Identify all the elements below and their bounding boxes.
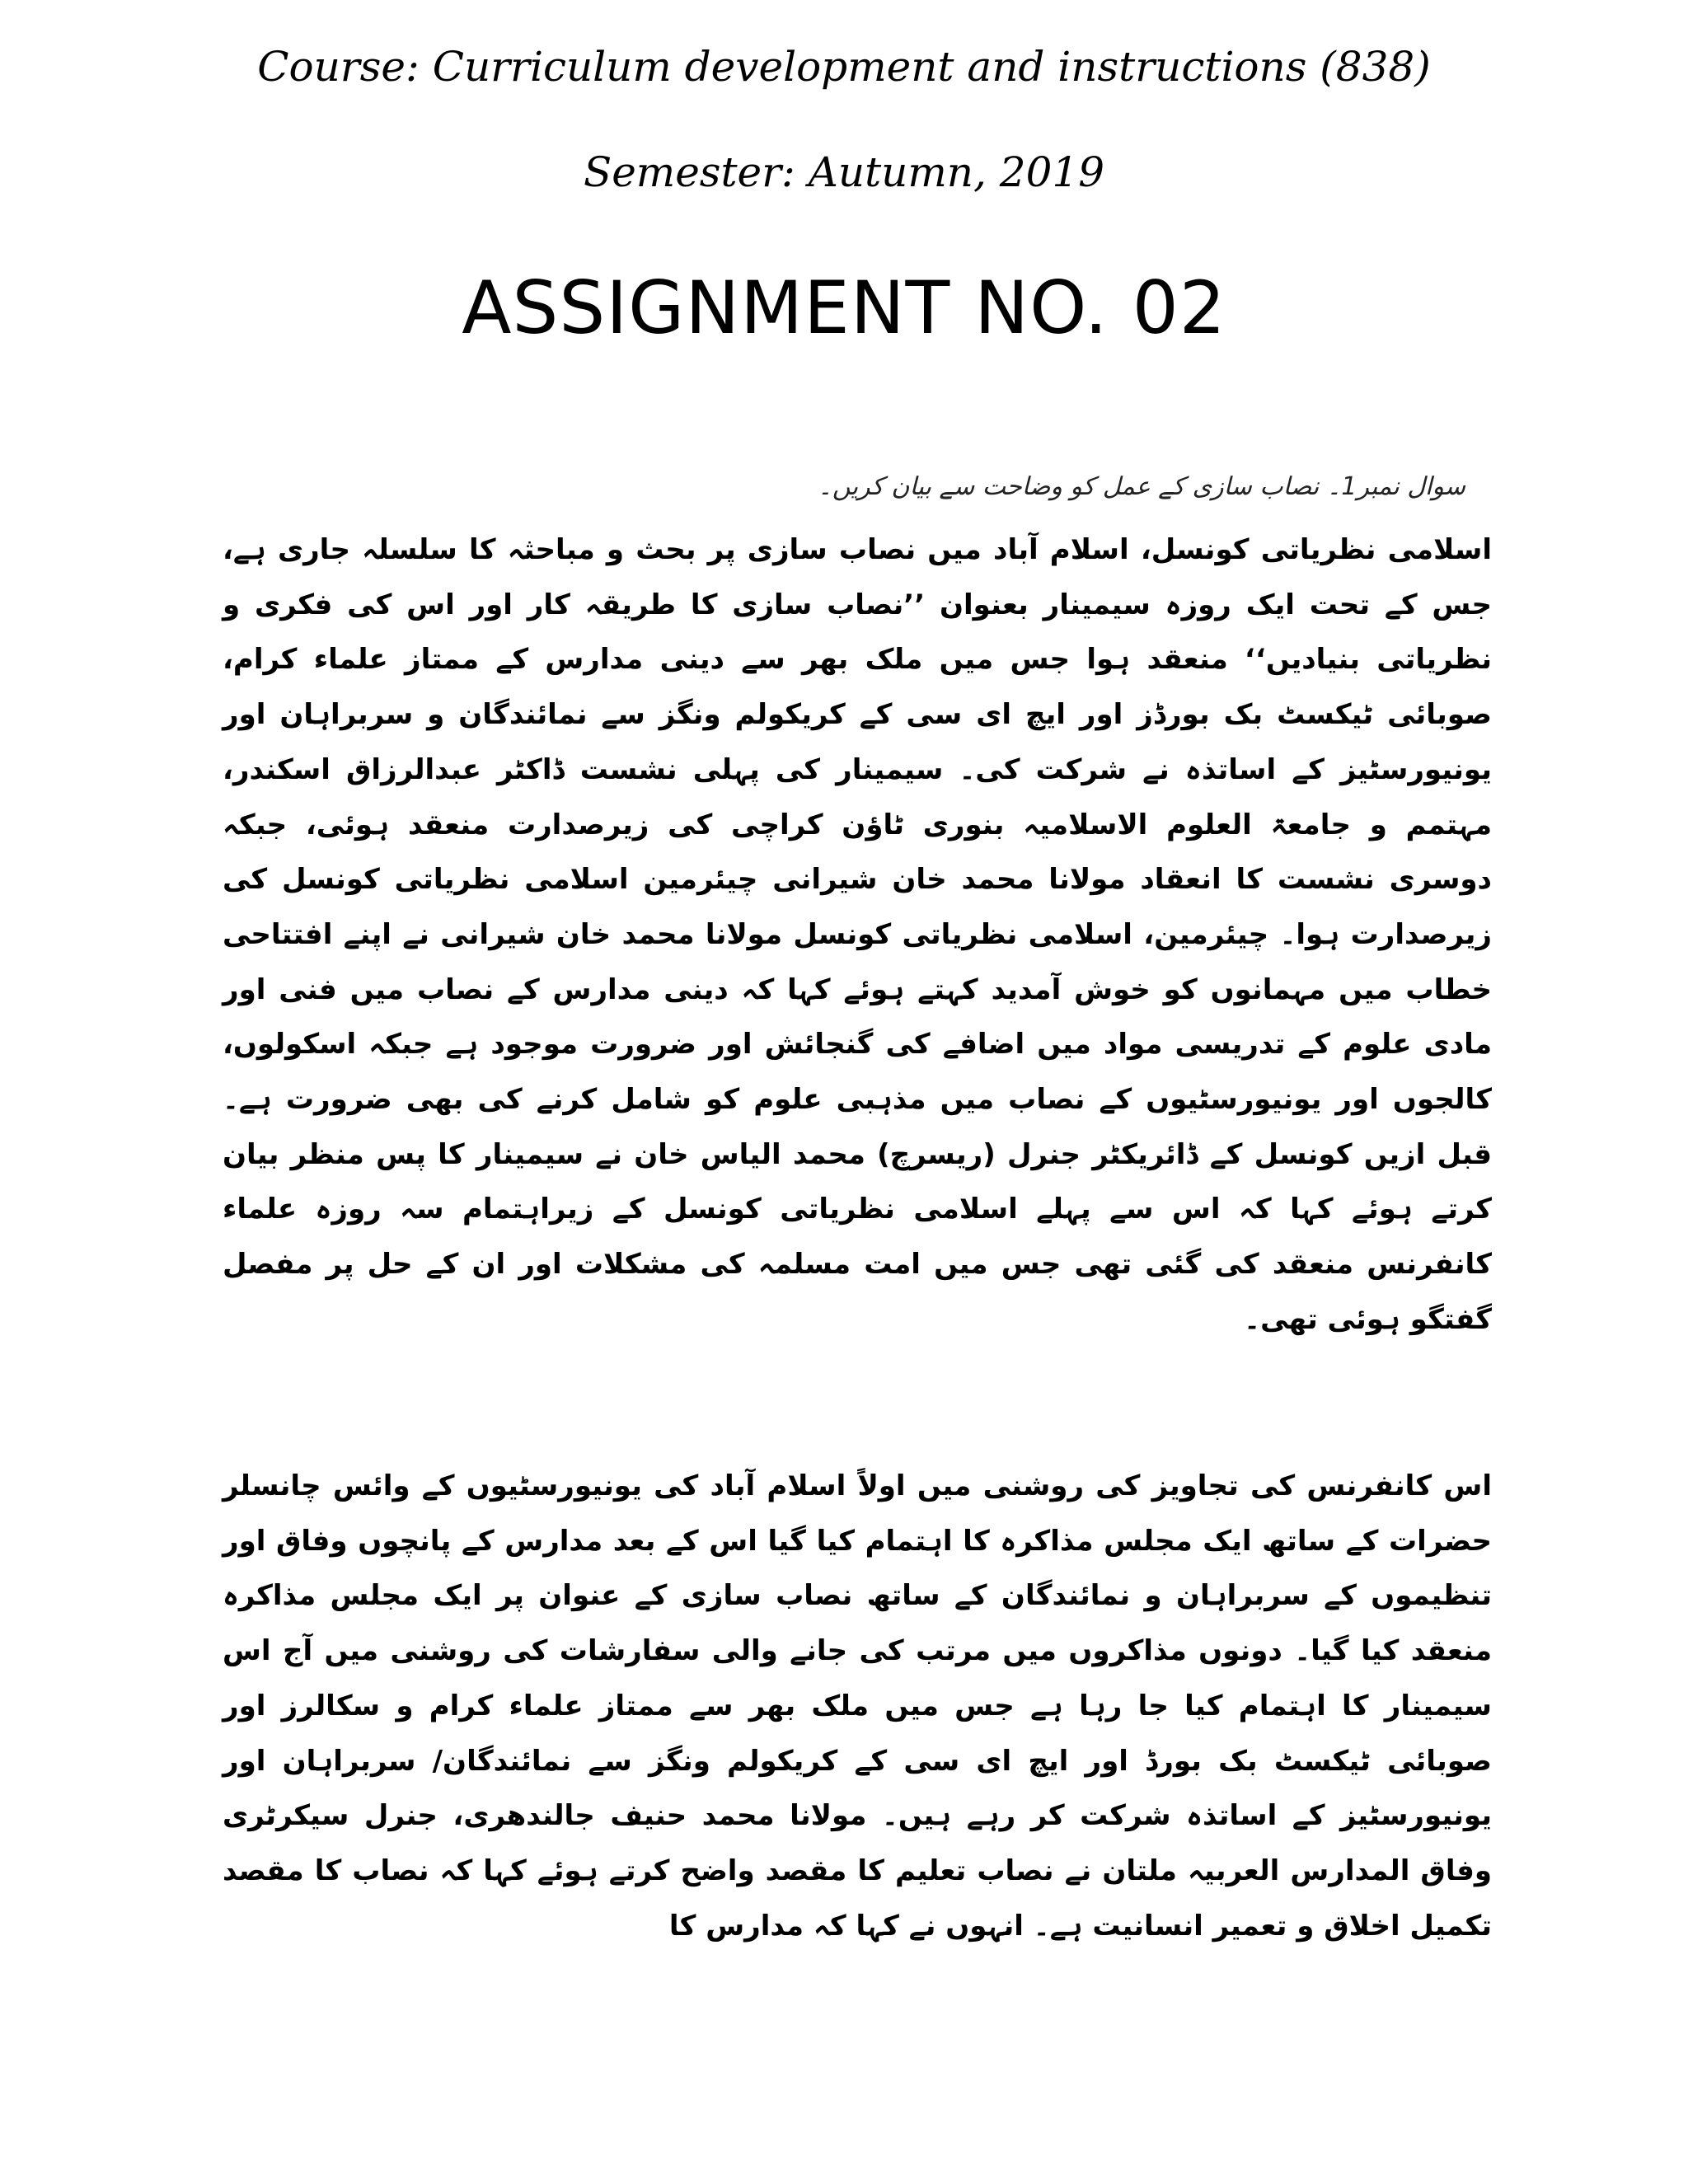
- body-paragraph-1: اسلامی نظریاتی کونسل، اسلام آباد میں نصاب سازی پر بحث و مباحثہ کا سلسلہ جاری ہے، جس کے تحت ایک روزہ سیمینار بعنوان ’’نصاب سازی کا طریقہ کار اور اس کی فکری و نظریاتی بنیادیں‘‘ منعقد ہوا جس میں ملک بھر سے دینی مدارس کے ممتاز علماء کرام، صوبائی ٹیکسٹ بک بورڈز اور ایچ ای سی کے کریکولم ونگز سے نمائندگان و سربراہان اور یونیورسٹیز کے اساتذہ نے شرکت کی۔ سیمینار کی پہلی نشست ڈاکٹر عبدالرزاق اسکندر، مہتمم و جامعۃ العلوم الاسلامیہ بنوری ٹاؤن کراچی کی زیرصدارت منعقد ہوئی، جبکہ دوسری نشست کا انعقاد مولانا محمد خان شیرانی چیئرمین اسلامی نظریاتی کونسل کی زیرصدارت ہوا۔ چیئرمین، اسلامی نظریاتی کونسل مولانا محمد خان شیرانی نے اپنے افتتاحی خطاب میں مہمانوں کو خوش آمدید کہتے ہوئے کہا کہ دینی مدارس کے نصاب میں فنی اور مادی علوم کے تدریسی مواد میں اضافے کی گنجائش اور ضرورت موجود ہے جبکہ اسکولوں، کالجوں اور یونیورسٹیوں کے نصاب میں مذہبی علوم کو شامل کرنے کی بھی ضرورت ہے۔ قبل ازیں کونسل کے ڈائریکٹر جنرل (ریسرچ) محمد الیاس خان نے سیمینار کا پس منظر بیان کرتے ہوئے کہا کہ اس سے پہلے اسلامی نظریاتی کونسل کے زیراہتمام سہ روزہ علماء کانفرنس منعقد کی گئی تھی جس میں امت مسلمہ کی مشکلات اور ان کے حل پر مفصل گفتگو ہوئی تھی۔: [223, 533, 1492, 1336]
- semester-line: Semester: Autumn, 2019: [583, 148, 1105, 196]
- question-prompt: سوال نمبر1۔ نصاب سازی کے عمل کو وضاحت سے بیان کریں۔: [818, 472, 1465, 501]
- body-paragraph-2: اس کانفرنس کی تجاویز کی روشنی میں اولاً اسلام آباد کی یونیورسٹیوں کے وائس چانسلر حضرات کے ساتھ ایک مجلس مذاکرہ کا اہتمام کیا گیا اس کے بعد مدارس کے پانچوں وفاق اور تنظیموں کے سربراہان و نمائندگان کے ساتھ نصاب سازی کے عنوان پر ایک مجلس مذاکرہ منعقد کیا گیا۔ دونوں مذاکروں میں مرتب کی جانے والی سفارشات کی روشنی میں آج اس سیمینار کا اہتمام کیا جا رہا ہے جس میں ملک بھر سے ممتاز علماء کرام و سکالرز اور صوبائی ٹیکسٹ بک بورڈ اور ایچ ای سی کے کریکولم ونگز سے نمائندگان/ سربراہان اور یونیورسٹیز کے اساتذہ شرکت کر رہے ہیں۔ مولانا محمد حنیف جالندھری، جنرل سیکرٹری وفاق المدارس العربیہ ملتان نے نصاب تعلیم کا مقصد واضح کرتے ہوئے کہا کہ نصاب کا مقصد تکمیل اخلاق و تعمیر انسانیت ہے۔ انہوں نے کہا کہ مدارس کا: [223, 1469, 1492, 1943]
- course-title: Course: Curriculum development and instructions (838): [257, 43, 1431, 91]
- assignment-heading: ASSIGNMENT NO. 02: [462, 265, 1226, 350]
